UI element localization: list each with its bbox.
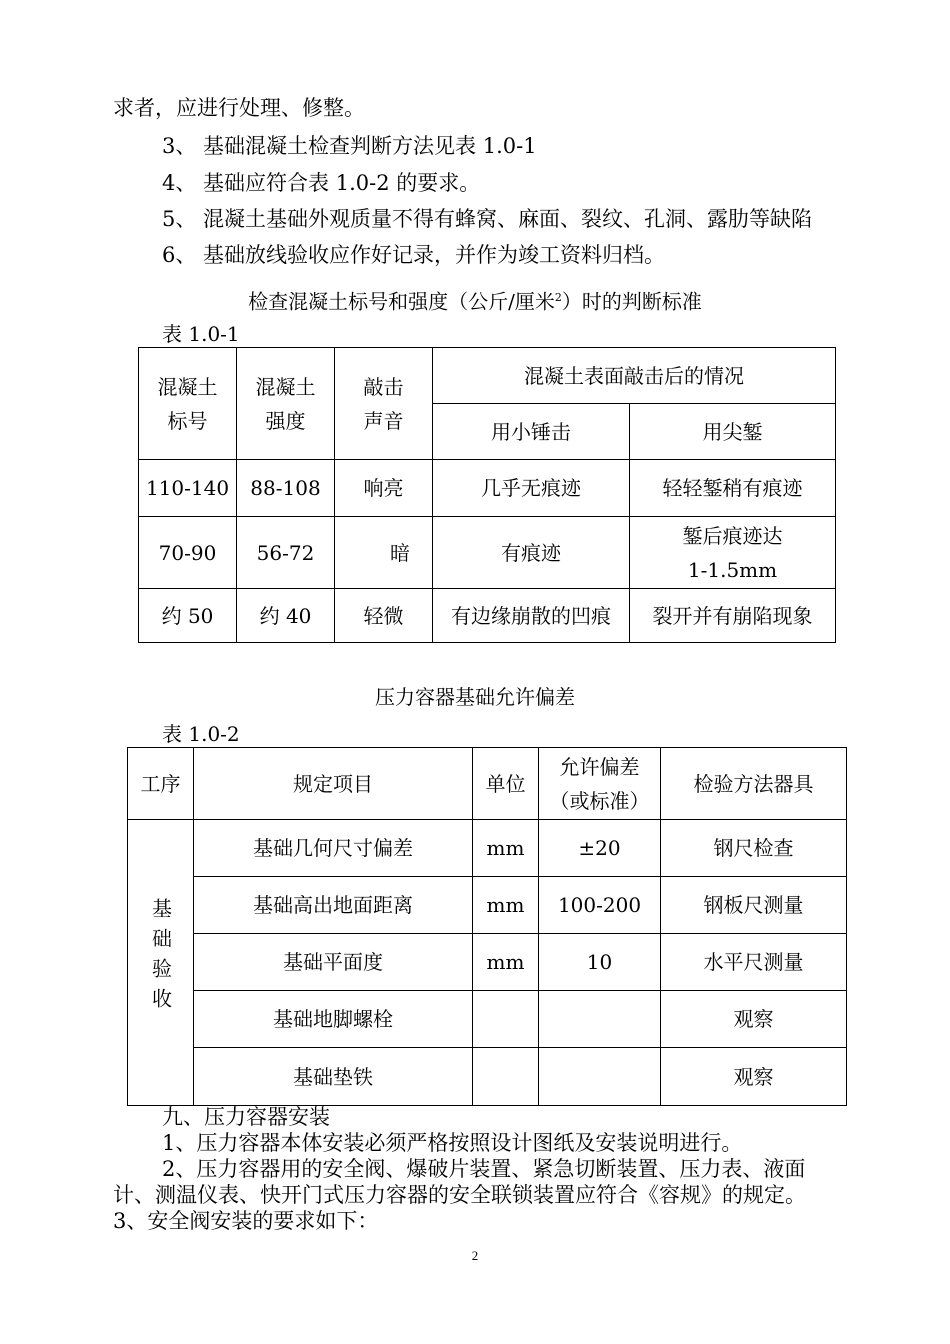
table1-header-grade: 混凝土 标号 [139,348,237,460]
table-cell: 100-200 [539,877,661,934]
table1-header-strength: 混凝土 强度 [237,348,335,460]
table-cell: 基础几何尺寸偏差 [194,820,473,877]
paragraph-item-6: 6、 基础放线验收应作好记录，并作为竣工资料归档。 [162,243,666,267]
table-cell [473,991,539,1048]
table-cell: 约 40 [237,589,335,643]
table-cell: 基础平面度 [194,934,473,991]
table-row [139,517,836,589]
process-vertical-label: 基础验收 [148,897,173,1018]
table-cell: 轻轻錾稍有痕迹 [630,460,836,517]
table-cell: 几乎无痕迹 [433,460,630,517]
section-title: 九、压力容器安装 [162,1105,330,1129]
table-row [139,460,836,517]
table-cell: ±20 [539,820,661,877]
table2-header-method: 检验方法器具 [661,748,847,820]
table1-caption-main: 检查混凝土标号和强度（公斤/厘米 [248,289,555,314]
table1-caption-sup: 2 [554,291,562,304]
table-cell: 轻微 [335,589,433,643]
page-number: 2 [471,1248,479,1263]
table-cell: 钢尺检查 [661,820,847,877]
table-cell: 有边缘崩散的凹痕 [433,589,630,643]
table2-label: 表 1.0-2 [162,722,240,746]
table-row [128,1048,847,1106]
table2-header-item: 规定项目 [194,748,473,820]
table1-caption [0,285,950,315]
table-cell: 70-90 [139,517,237,589]
paragraph-continuation: 求者，应进行处理、修整。 [113,96,365,120]
table2-header-tolerance: 允许偏差 （或标准） [539,748,661,820]
table-cell [539,1048,661,1106]
table1-header-surface: 混凝土表面敲击后的情况 [433,348,836,404]
paragraph-item-4: 4、 基础应符合表 1.0-2 的要求。 [162,171,481,195]
table2-process-cell [128,820,194,1106]
table1-header-sound: 敲击 声音 [335,348,433,460]
table-cell: 响亮 [335,460,433,517]
table1-header-hammer: 用小锤击 [433,404,630,460]
paragraph-item-3: 3、 基础混凝土检查判断方法见表 1.0-1 [162,134,537,158]
table-cell: mm [473,820,539,877]
table1 [138,347,836,643]
table-row [128,820,847,877]
table-cell: 暗 [335,517,433,589]
table-cell: 基础垫铁 [194,1048,473,1106]
table-cell: 110-140 [139,460,237,517]
table-cell [473,1048,539,1106]
table-cell: 观察 [661,1048,847,1106]
table-cell: 88-108 [237,460,335,517]
section-item-3: 3、安全阀安装的要求如下： [113,1209,379,1233]
table-cell: 10 [539,934,661,991]
table-row [128,877,847,934]
table-cell: 錾后痕迹达 1-1.5mm [630,517,836,589]
paragraph-item-5: 5、 混凝土基础外观质量不得有蜂窝、麻面、裂纹、孔洞、露肋等缺陷 [162,207,813,231]
table-cell: 钢板尺测量 [661,877,847,934]
section-item-1: 1、压力容器本体安装必须严格按照设计图纸及安装说明进行。 [162,1131,743,1155]
table2-header-unit: 单位 [473,748,539,820]
table-cell: 约 50 [139,589,237,643]
table1-label: 表 1.0-1 [162,322,240,346]
section-item-2a: 2、压力容器用的安全阀、爆破片装置、紧急切断装置、压力表、液面 [162,1157,806,1181]
table2-caption: 压力容器基础允许偏差 [375,685,575,709]
table-row [139,589,836,643]
table-cell: 裂开并有崩陷现象 [630,589,836,643]
table-cell: 56-72 [237,517,335,589]
table-cell: 基础地脚螺栓 [194,991,473,1048]
table-row [128,991,847,1048]
table1-header-chisel: 用尖錾 [630,404,836,460]
table-row [128,934,847,991]
table-cell: 观察 [661,991,847,1048]
section-item-2b: 计、测温仪表、快开门式压力容器的安全联锁装置应符合《容规》的规定。 [113,1183,806,1207]
table-cell: 基础高出地面距离 [194,877,473,934]
table-cell: mm [473,934,539,991]
table-cell: 水平尺测量 [661,934,847,991]
table2 [127,747,847,1106]
table-cell [539,991,661,1048]
table2-header-process: 工序 [128,748,194,820]
table-cell: mm [473,877,539,934]
table-cell: 有痕迹 [433,517,630,589]
table1-caption-end: ）时的判断标准 [561,289,702,314]
